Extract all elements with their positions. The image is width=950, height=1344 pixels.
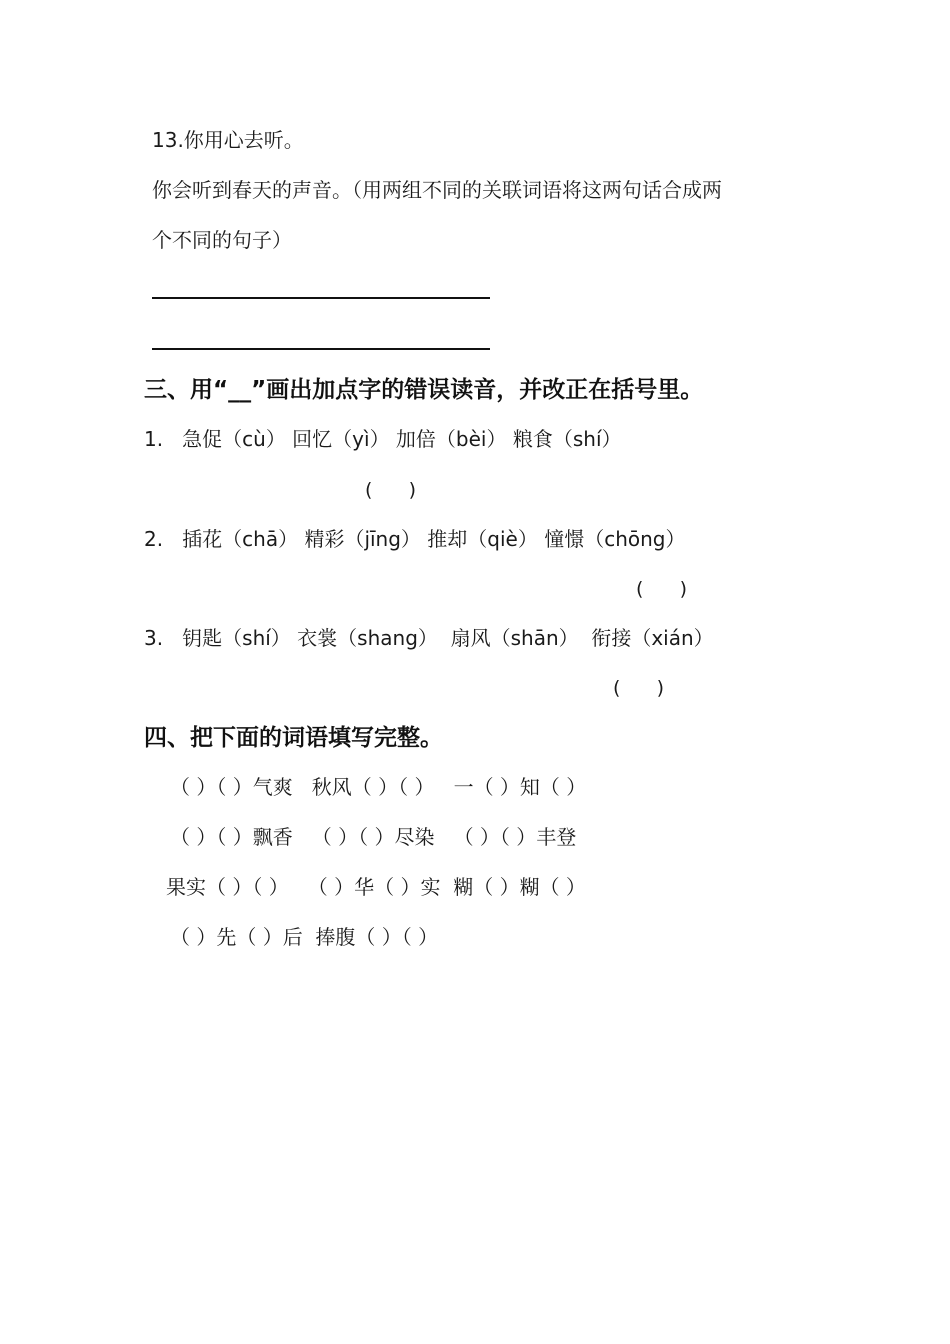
- section3-title: 三、用“__”画出加点字的错误读音，并改正在括号里。: [144, 377, 704, 403]
- section3-item-1: 1. 急促（cù） 回忆（yì） 加倍（bèi） 粮食（shí）: [144, 427, 622, 451]
- section3-item-3: 3. 钥匙（shí） 衣裳（shang） 扇风（shān） 衔接（xián）: [144, 626, 714, 650]
- section4-row-2: （ ）（ ）飘香 （ ）（ ）尽染 （ ）（ ）丰登: [170, 825, 577, 849]
- section4-row-1: （ ）（ ）气爽 秋风（ ）（ ） 一（ ）知（ ）: [170, 775, 587, 799]
- answer-line-2[interactable]: [152, 348, 490, 350]
- answer-line-1[interactable]: [152, 297, 490, 299]
- section3-item-2: 2. 插花（chā） 精彩（jīng） 推却（qiè） 憧憬（chōng）: [144, 527, 686, 551]
- q13-line1: 13.你用心去听。: [152, 128, 304, 152]
- section4-row-3: 果实（ ）（ ） （ ）华（ ）实 糊（ ）糊（ ）: [166, 875, 586, 899]
- section4-title: 四、把下面的词语填写完整。: [144, 725, 443, 751]
- section3-answer-3[interactable]: ( ): [613, 677, 665, 699]
- q13-line2: 你会听到春天的声音。（用两组不同的关联词语将这两句话合成两: [152, 178, 722, 202]
- section3-answer-1[interactable]: ( ): [365, 479, 417, 501]
- section3-answer-2[interactable]: ( ): [636, 578, 688, 600]
- section4-row-4: （ ）先（ ）后 捧腹（ ）（ ）: [170, 925, 439, 949]
- q13-line3: 个不同的句子）: [152, 228, 292, 252]
